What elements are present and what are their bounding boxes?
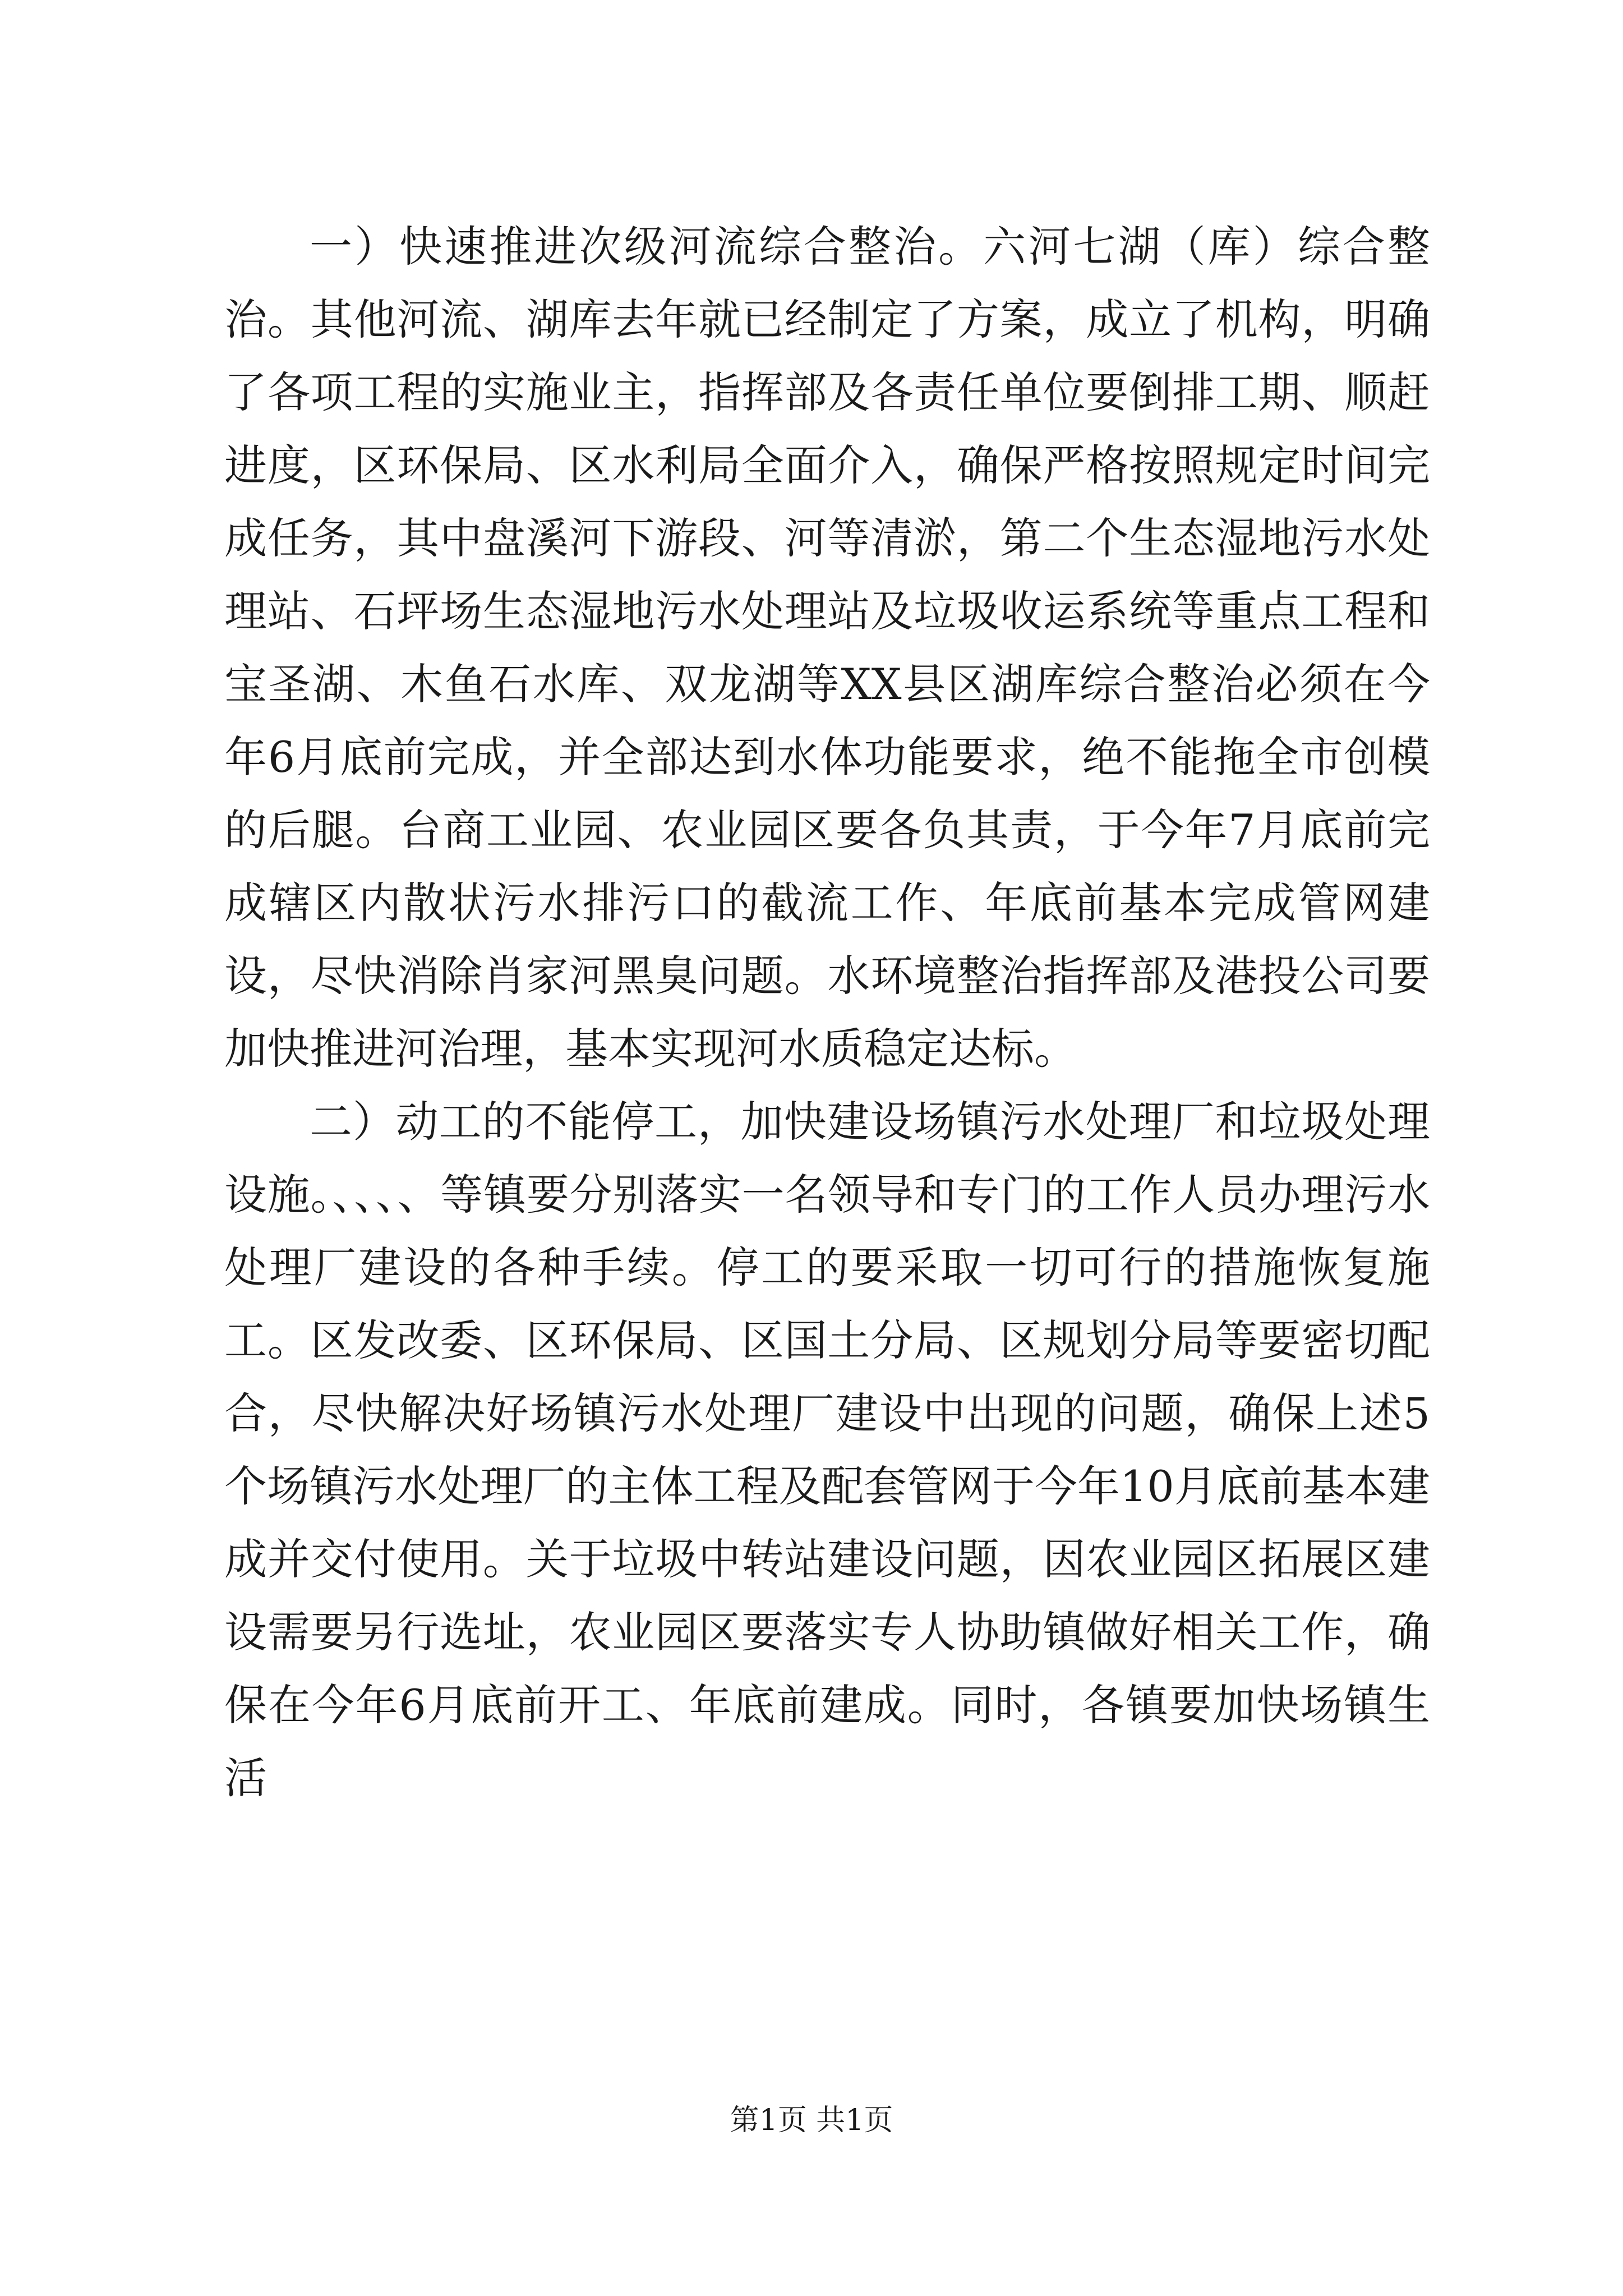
paragraph-1: 一）快速推进次级河流综合整治。六河七湖（库）综合整治。其他河流、湖库去年就已经制定了方案，成立了机构，明确了各项工程的实施业主，指挥部及各责任单位要倒排工期、顺赶进度，区环保局、区水利局全面介入，确保严格按照规定时间完成任务，其中盘溪河下游段、河等清淤，第二个生态湿地污水处理站、石坪场生态湿地污水处理站及垃圾收运系统等重点工程和宝圣湖、木鱼石水库、双龙湖等XX县区湖库综合整治必须在今年6月底前完成，并全部达到水体功能要求，绝不能拖全市创模的后腿。台商工业园、农业园区要各负其责，于今年7月底前完成辖区内散状污水排污口的截流工作、年底前基本完成管网建设，尽快消除肖家河黑臭问题。水环境整治指挥部及港投公司要加快推进河治理，基本实现河水质稳定达标。	[224, 222, 1430, 1074]
document-body	[224, 210, 1430, 1815]
page-footer: 第1页 共1页	[730, 2104, 893, 2137]
paragraph-2: 二）动工的不能停工，加快建设场镇污水处理厂和垃圾处理设施。、、、、等镇要分别落实一名领导和专门的工作人员办理污水处理厂建设的各种手续。停工的要采取一切可行的措施恢复施工。区发改委、区环保局、区国土分局、区规划分局等要密切配合，尽快解决好场镇污水处理厂建设中出现的问题，确保上述5个场镇污水处理厂的主体工程及配套管网于今年10月底前基本建成并交付使用。关于垃圾中转站建设问题，因农业园区拓展区建设需要另行选址，农业园区要落实专人协助镇做好相关工作，确保在今年6月底前开工、年底前建成。同时，各镇要加快场镇生活	[224, 1097, 1430, 1803]
